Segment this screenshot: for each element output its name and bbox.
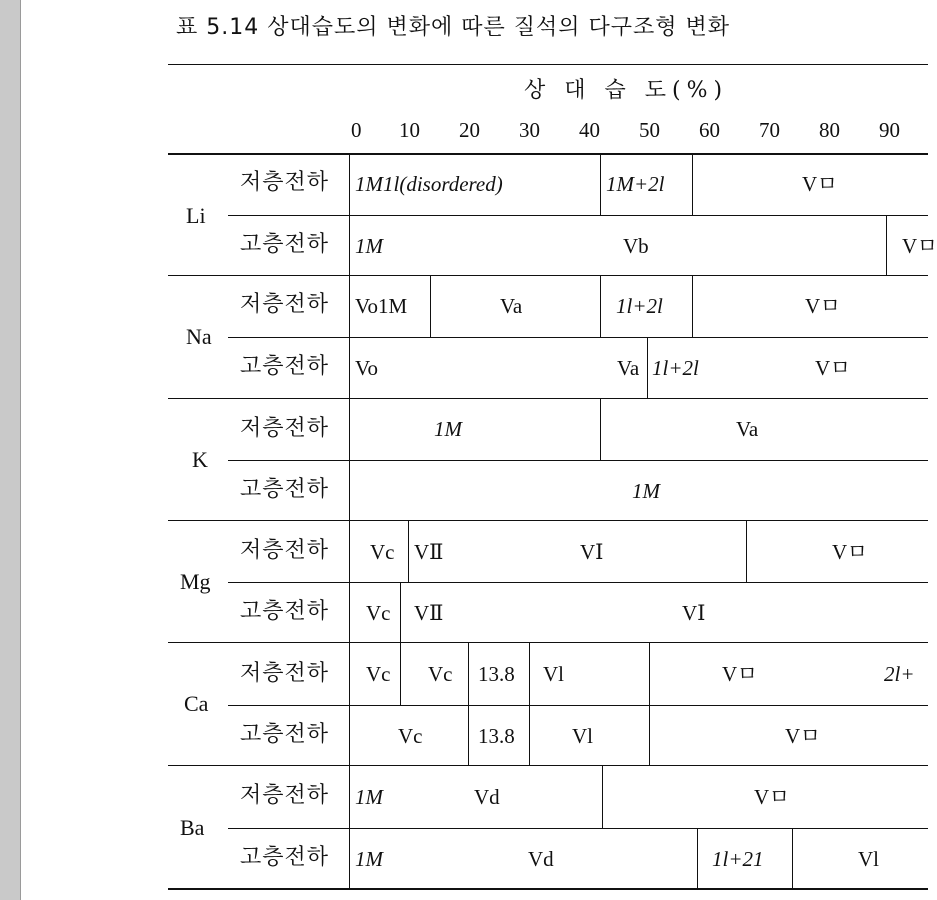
label-separator — [349, 643, 350, 765]
phase-cell: Vc — [398, 724, 423, 748]
phase-cell: Vd — [474, 785, 500, 809]
phase-cell: 1M+2l — [606, 172, 665, 196]
element-label-ca: Ca — [184, 691, 209, 716]
phase-cell: 1l+2l — [616, 294, 663, 318]
phase-cell: Vㅁ — [785, 724, 821, 748]
mg-row-divider — [228, 582, 928, 583]
phase-cell: 1l+21 — [712, 847, 764, 871]
phase-cell: 2l+ — [884, 662, 915, 686]
phase-cell: Va — [617, 356, 640, 380]
phase-cell: 1l+2l — [652, 356, 699, 380]
table-bottom-rule — [168, 888, 928, 890]
phase-cell: VⅠ — [580, 540, 604, 564]
left-margin-bar — [0, 0, 21, 900]
label-separator — [349, 521, 350, 642]
label-separator — [349, 766, 350, 888]
layer-label: 고층전하 — [240, 722, 330, 747]
layer-label: 고층전하 — [240, 845, 330, 870]
phase-boundary — [600, 154, 601, 215]
tick-label: 80 — [819, 118, 840, 142]
phase-boundary — [600, 276, 601, 337]
li-group-divider — [168, 275, 928, 276]
phase-boundary — [886, 215, 887, 275]
phase-cell: Vㅁ — [815, 356, 851, 380]
phase-boundary — [400, 582, 401, 642]
element-label-k: K — [192, 447, 208, 472]
phase-cell: Vㅁ — [802, 172, 838, 196]
label-separator — [349, 154, 350, 275]
table-title: 표 5.14 상대습도의 변화에 따른 질석의 다구조형 변화 — [176, 15, 730, 40]
phase-cell: 13.8 — [478, 724, 515, 748]
phase-boundary — [746, 521, 747, 582]
phase-cell: Vl — [572, 724, 593, 748]
ba-row-divider — [228, 828, 928, 829]
phase-boundary — [602, 766, 603, 828]
tick-label: 70 — [759, 118, 780, 142]
phase-cell: 1M1l(disordered) — [355, 172, 503, 196]
layer-label: 고층전하 — [240, 599, 330, 624]
element-label-ba: Ba — [180, 815, 205, 840]
na-group-divider — [168, 398, 928, 399]
element-label-na: Na — [186, 324, 212, 349]
phase-cell: 13.8 — [478, 662, 515, 686]
phase-cell: Vc — [428, 662, 453, 686]
phase-cell: Va — [736, 417, 759, 441]
phase-boundary — [430, 276, 431, 337]
phase-cell: Vc — [366, 662, 391, 686]
ca-group-divider — [168, 765, 928, 766]
phase-cell: Vc — [366, 601, 391, 625]
top-rule — [168, 64, 928, 65]
phase-boundary — [647, 337, 648, 398]
phase-cell: Vc — [370, 540, 395, 564]
tick-label: 20 — [459, 118, 480, 142]
header-bottom-rule — [168, 153, 928, 155]
k-row-divider — [228, 460, 928, 461]
li-row-divider — [228, 215, 928, 216]
label-separator — [349, 399, 350, 520]
layer-label: 고층전하 — [240, 354, 330, 379]
layer-label: 고층전하 — [240, 477, 330, 502]
layer-label: 고층전하 — [240, 232, 330, 257]
phase-cell: Vd — [528, 847, 554, 871]
phase-cell: Vㅁ — [805, 294, 841, 318]
phase-cell: 1M — [434, 417, 462, 441]
phase-cell: 1M — [355, 785, 383, 809]
tick-label: 0 — [351, 118, 362, 142]
tick-label: 60 — [699, 118, 720, 142]
tick-label: 30 — [519, 118, 540, 142]
tick-label: 40 — [579, 118, 600, 142]
phase-boundary — [529, 643, 530, 765]
phase-cell: Va — [500, 294, 523, 318]
phase-boundary — [468, 643, 469, 765]
phase-cell: Vl — [543, 662, 564, 686]
phase-boundary — [600, 399, 601, 460]
phase-boundary — [400, 643, 401, 705]
layer-label: 저층전하 — [240, 416, 330, 441]
phase-cell: VⅡ — [414, 601, 444, 625]
phase-cell: Vㅁ — [832, 540, 868, 564]
element-label-li: Li — [186, 203, 206, 228]
phase-cell: VⅡ — [414, 540, 444, 564]
k-group-divider — [168, 520, 928, 521]
label-separator — [349, 276, 350, 398]
phase-boundary — [408, 521, 409, 582]
phase-boundary — [697, 828, 698, 888]
phase-cell: 1M — [355, 847, 383, 871]
phase-boundary — [692, 276, 693, 337]
phase-cell: Vㅁ — [902, 234, 937, 258]
element-label-mg: Mg — [180, 569, 211, 594]
phase-cell: VⅠ — [682, 601, 706, 625]
layer-label: 저층전하 — [240, 661, 330, 686]
humidity-header: 상 대 습 도(%) — [524, 78, 729, 103]
phase-cell: Vㅁ — [754, 785, 790, 809]
phase-cell: Vl — [858, 847, 879, 871]
phase-cell: Vb — [623, 234, 649, 258]
phase-boundary — [649, 643, 650, 765]
phase-cell: Vo1M — [355, 294, 408, 318]
phase-cell: Vㅁ — [722, 662, 758, 686]
phase-cell: 1M — [355, 234, 383, 258]
layer-label: 저층전하 — [240, 783, 330, 808]
tick-label: 10 — [399, 118, 420, 142]
layer-label: 저층전하 — [240, 292, 330, 317]
layer-label: 저층전하 — [240, 170, 330, 195]
phase-cell: Vo — [355, 356, 378, 380]
na-row-divider — [228, 337, 928, 338]
phase-boundary — [792, 828, 793, 888]
phase-boundary — [692, 154, 693, 215]
mg-group-divider — [168, 642, 928, 643]
layer-label: 저층전하 — [240, 538, 330, 563]
phase-cell: 1M — [632, 479, 660, 503]
ca-row-divider — [228, 705, 928, 706]
tick-label: 50 — [639, 118, 660, 142]
tick-label: 90 — [879, 118, 900, 142]
